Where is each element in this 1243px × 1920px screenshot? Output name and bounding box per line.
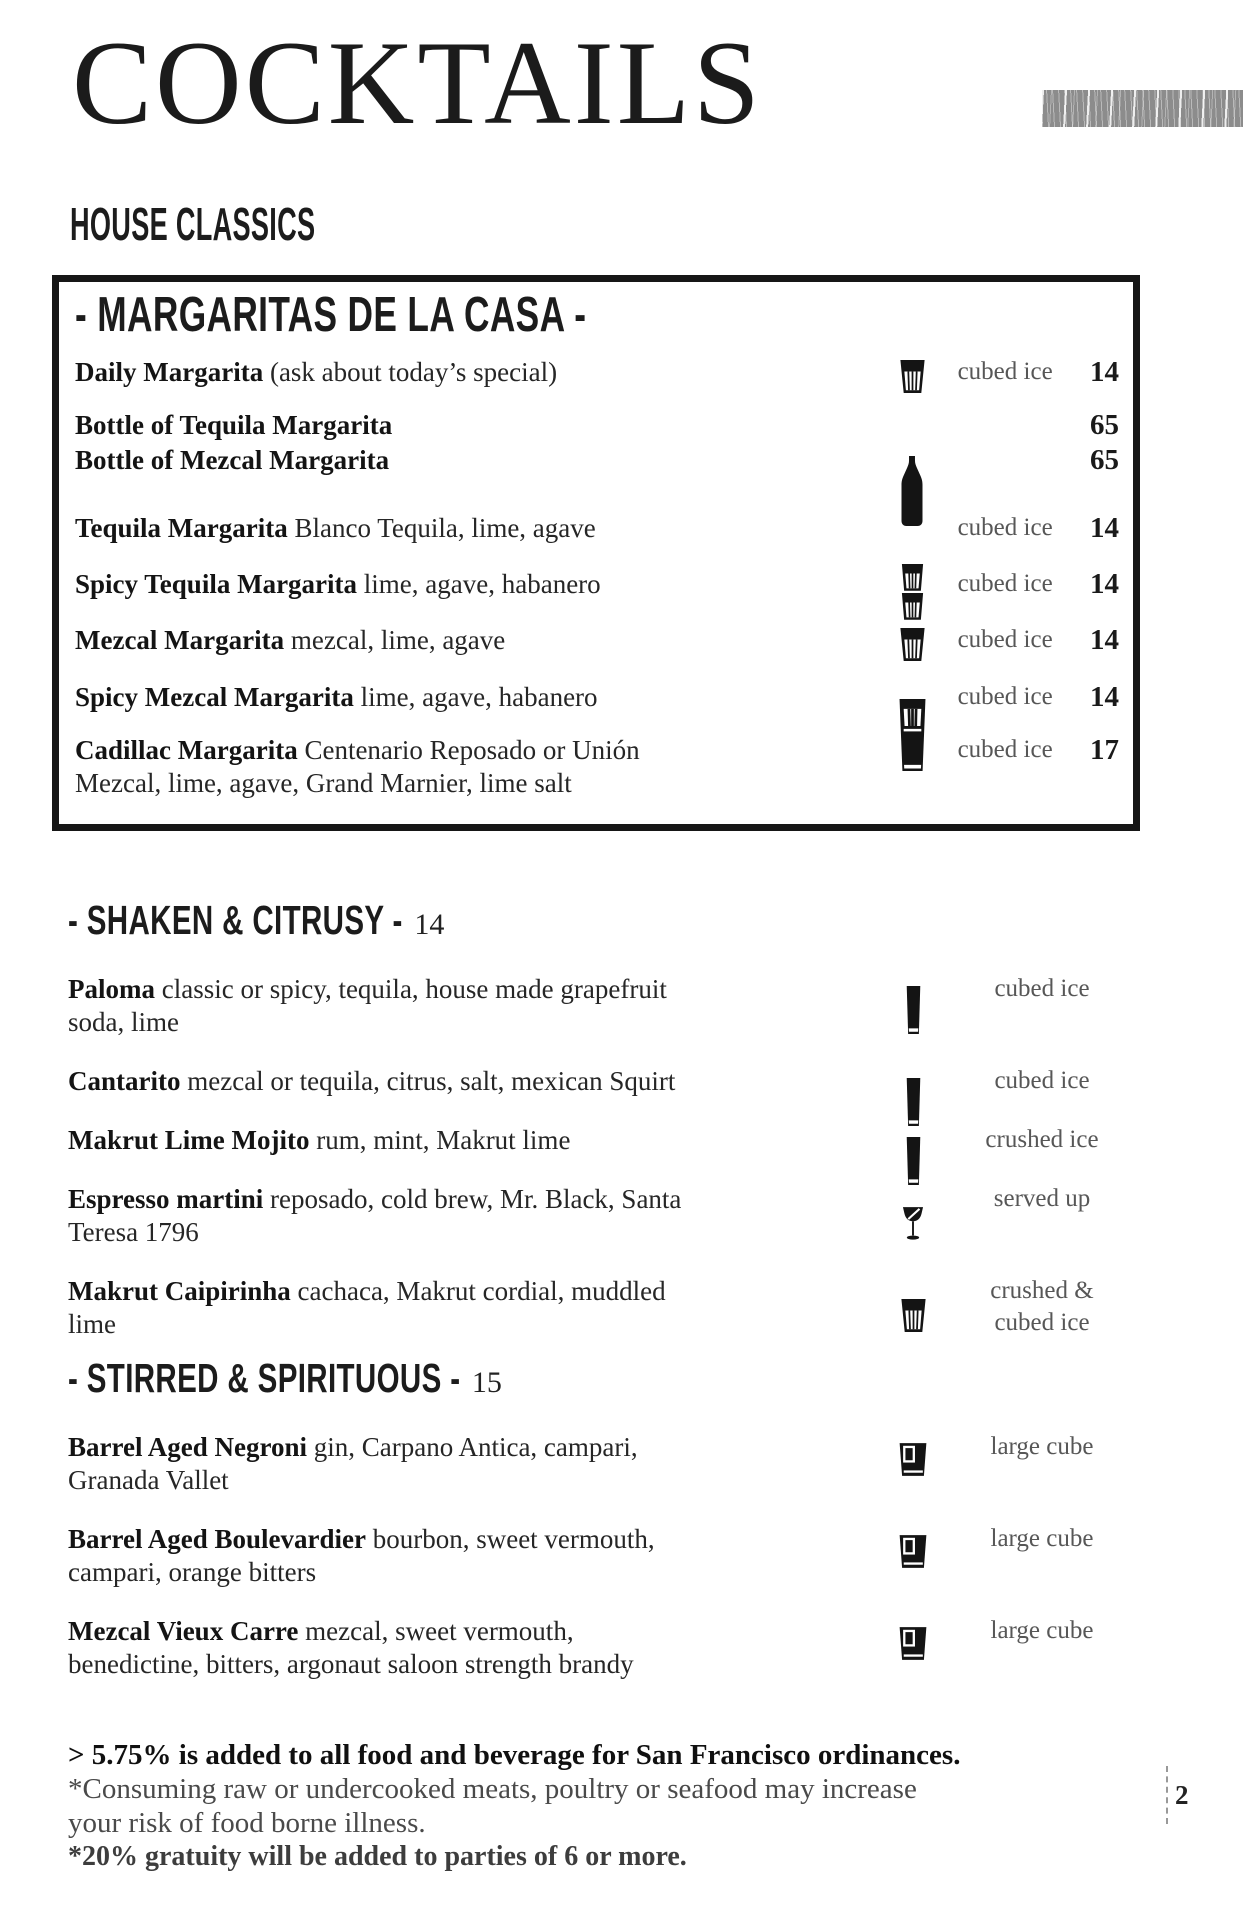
- ice-style-label: large cube: [990, 1525, 1094, 1552]
- section-stirred-spirituous: [68, 1356, 1130, 1707]
- menu-row: [68, 1615, 1130, 1681]
- menu-item-name: Mezcal Vieux Carre: [68, 1616, 299, 1646]
- menu-item-description: gin, Carpano Antica, campari,: [306, 1432, 638, 1462]
- rocks-glass-icon: [899, 628, 926, 661]
- glassware-icon-slot: [890, 1615, 936, 1648]
- menu-row: [68, 1183, 1130, 1249]
- menu-item-description: mezcal, lime, agave: [284, 625, 506, 655]
- menu-item-description-line2: Teresa 1796: [68, 1217, 199, 1247]
- menu-item-text: [75, 734, 689, 800]
- menu-item-name: Cadillac Margarita: [75, 735, 298, 765]
- menu-row: [75, 356, 1119, 389]
- menu-row: [68, 1523, 1130, 1589]
- rocks-glass-icon: [900, 1299, 927, 1332]
- ice-style-label: crushed ice: [985, 1126, 1099, 1153]
- footer-health-warning-line1: *Consuming raw or undercooked meats, poultry or seafood may increase: [68, 1773, 917, 1805]
- shaken-citrusy-items: [68, 973, 1130, 1341]
- price-label: 65: [1089, 444, 1119, 476]
- glassware-icon-slot: [890, 1431, 936, 1464]
- menu-item-name: Bottle of Mezcal Margarita: [75, 445, 390, 475]
- price-label: 14: [1089, 356, 1119, 388]
- glassware-icon-slot: [889, 356, 935, 389]
- menu-item-text: [68, 1431, 778, 1497]
- menu-item-text: [68, 1065, 778, 1098]
- collins-glass-icon: [905, 1078, 922, 1126]
- section-heading-text: - STIRRED & SPIRITUOUS -: [68, 1355, 461, 1401]
- menu-item-text: [68, 1615, 778, 1681]
- rocks-cube-glass-icon: [898, 1443, 928, 1476]
- menu-row: [68, 973, 1130, 1039]
- menu-item-name: Spicy Tequila Margarita: [75, 569, 358, 599]
- box-heading: - MARGARITAS DE LA CASA -: [75, 288, 587, 342]
- stirred-spirituous-items: [68, 1431, 1130, 1681]
- menu-item-name: Makrut Caipirinha: [68, 1276, 291, 1306]
- menu-item-name: Barrel Aged Negroni: [68, 1432, 307, 1462]
- menu-item-description: mezcal or tequila, citrus, salt, mexican Squirt: [180, 1066, 676, 1096]
- menu-item-name: Espresso martini: [68, 1184, 264, 1214]
- ice-style-label: cubed ice: [994, 975, 1090, 1002]
- ice-style-label: cubed ice: [957, 570, 1053, 597]
- coupe-glass-icon: [900, 1207, 926, 1245]
- ice-style-label: cubed ice: [994, 1067, 1090, 1094]
- bottle-icon: [897, 456, 927, 526]
- glassware-icon-slot: [890, 1065, 936, 1098]
- ice-style-label: served up: [993, 1185, 1091, 1212]
- price-label: 14: [1089, 512, 1119, 544]
- menu-item-text: [68, 973, 778, 1039]
- menu-item-text: [68, 1183, 778, 1249]
- section-heading-text: - SHAKEN & CITRUSY -: [68, 897, 403, 943]
- menu-item-name: Spicy Mezcal Margarita: [75, 682, 354, 712]
- menu-row: [75, 624, 1119, 657]
- rocks-cube-glass-icon: [898, 1535, 928, 1568]
- menu-item-description: lime, agave, habanero: [353, 682, 598, 712]
- footer-ordinance-note: > 5.75% is added to all food and beverage for San Francisco ordinances.: [68, 1739, 961, 1771]
- menu-item-description: lime, agave, habanero: [357, 569, 601, 599]
- menu-item-description-line2: Granada Vallet: [68, 1465, 229, 1495]
- section-shaken-citrusy: [68, 898, 1130, 1367]
- section-price: 14: [414, 908, 445, 941]
- price-label: 65: [1089, 409, 1119, 441]
- menu-item-name: Makrut Lime Mojito: [68, 1125, 310, 1155]
- glassware-icon-slot: [889, 624, 935, 657]
- section-heading: [68, 898, 1130, 947]
- menu-item-name: Bottle of Tequila Margarita: [75, 410, 393, 440]
- menu-row: [75, 409, 1119, 442]
- stacked-glasses-icon: [899, 564, 926, 622]
- glassware-icon-slot: [890, 973, 936, 1006]
- menu-item-name: Cantarito: [68, 1066, 181, 1096]
- menu-item-name: Daily Margarita: [75, 357, 264, 387]
- price-label: 14: [1089, 624, 1119, 656]
- glassware-icon-slot: [889, 409, 935, 442]
- menu-item-description: rum, mint, Makrut lime: [309, 1125, 571, 1155]
- menu-item-description-line2: lime: [68, 1309, 116, 1339]
- ice-style-label: cubed ice: [957, 514, 1053, 541]
- collins-glass-icon: [905, 1137, 922, 1185]
- menu-item-text: [68, 1523, 778, 1589]
- menu-item-text: [75, 356, 689, 389]
- menu-item-text: [75, 444, 689, 477]
- footer-gratuity-note: *20% gratuity will be added to parties of 6 or more.: [68, 1841, 687, 1872]
- menu-item-text: [68, 1124, 778, 1157]
- menu-item-description: (ask about today’s special): [263, 357, 558, 387]
- menu-item-name: Mezcal Margarita: [75, 625, 285, 655]
- ice-style-label: large cube: [990, 1433, 1094, 1460]
- menu-item-text: [75, 681, 689, 714]
- menu-item-description: classic or spicy, tequila, house made grapefruit: [155, 974, 667, 1004]
- price-label: 17: [1089, 734, 1119, 766]
- menu-item-description: Centenario Reposado or Unión: [297, 735, 640, 765]
- ice-style-label: cubed ice: [957, 683, 1053, 710]
- glassware-icon-slot: [889, 444, 935, 477]
- page-title: COCKTAILS: [72, 16, 763, 149]
- menu-item-description: mezcal, sweet vermouth,: [298, 1616, 574, 1646]
- page-number: 2: [1166, 1766, 1189, 1824]
- rocks-glass-icon: [899, 360, 926, 393]
- margaritas-box: [52, 275, 1140, 831]
- menu-row: [68, 1124, 1130, 1157]
- glassware-icon-slot: [890, 1183, 936, 1216]
- tall-shot-glass-icon: [898, 699, 927, 771]
- menu-item-text: [75, 624, 689, 657]
- menu-item-text: [68, 1275, 778, 1341]
- price-label: 14: [1089, 681, 1119, 713]
- menu-row: [68, 1065, 1130, 1098]
- menu-row: [75, 734, 1119, 800]
- menu-item-description-line2: Mezcal, lime, agave, Grand Marnier, lime salt: [75, 768, 572, 798]
- house-classics-subtitle: HOUSE CLASSICS: [70, 198, 316, 250]
- glassware-icon-slot: [889, 568, 935, 601]
- rocks-cube-glass-icon: [898, 1627, 928, 1660]
- ice-style-label: crushed & cubed ice: [990, 1277, 1094, 1336]
- menu-item-name: Barrel Aged Boulevardier: [68, 1524, 366, 1554]
- menu-item-description: Blanco Tequila, lime, agave: [287, 513, 596, 543]
- ice-style-label: cubed ice: [957, 736, 1053, 763]
- footer-notes: [68, 1738, 1078, 1874]
- menu-item-text: [75, 409, 689, 442]
- menu-item-description-line2: campari, orange bitters: [68, 1557, 317, 1587]
- margaritas-items: [75, 356, 1119, 800]
- menu-item-description: bourbon, sweet vermouth,: [365, 1524, 655, 1554]
- menu-item-text: [75, 512, 689, 545]
- section-heading: [68, 1356, 1130, 1405]
- menu-item-text: [75, 568, 689, 601]
- menu-item-description: cachaca, Makrut cordial, muddled: [290, 1276, 666, 1306]
- menu-item-name: Tequila Margarita: [75, 513, 288, 543]
- glassware-icon-slot: [890, 1523, 936, 1556]
- glassware-icon-slot: [890, 1124, 936, 1157]
- collins-glass-icon: [905, 986, 922, 1034]
- menu-row: [75, 568, 1119, 601]
- glassware-icon-slot: [889, 734, 935, 767]
- menu-row: [75, 681, 1119, 714]
- menu-item-name: Paloma: [68, 974, 155, 1004]
- glassware-icon-slot: [890, 1275, 936, 1308]
- section-price: 15: [471, 1366, 502, 1399]
- menu-item-description: reposado, cold brew, Mr. Black, Santa: [263, 1184, 682, 1214]
- menu-row: [75, 512, 1119, 545]
- menu-row: [75, 444, 1119, 477]
- footer-health-warning-line2: your risk of food borne illness.: [68, 1807, 426, 1839]
- menu-item-description-line2: benedictine, bitters, argonaut saloon strength brandy: [68, 1649, 634, 1679]
- ice-style-label: cubed ice: [957, 358, 1053, 385]
- price-label: 14: [1089, 568, 1119, 600]
- distressed-gray-bar: [1042, 90, 1243, 127]
- menu-row: [68, 1431, 1130, 1497]
- ice-style-label: large cube: [990, 1617, 1094, 1644]
- menu-row: [68, 1275, 1130, 1341]
- menu-item-description-line2: soda, lime: [68, 1007, 179, 1037]
- ice-style-label: cubed ice: [957, 626, 1053, 653]
